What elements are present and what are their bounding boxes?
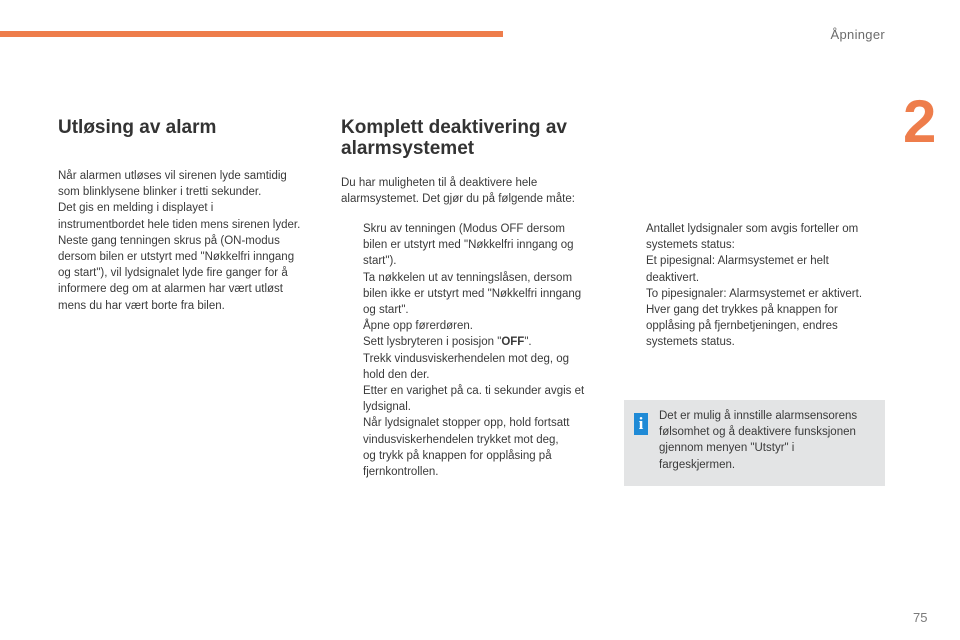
text-line: deaktivert. bbox=[646, 271, 700, 284]
list-item bbox=[341, 221, 609, 270]
text-line: Trekk vindusviskerhendelen mot deg, og bbox=[363, 352, 570, 365]
text-line: bilen er utstyrt med "Nøkkelfri inngang og bbox=[363, 239, 574, 252]
text-line: følsomhet og å deaktivere funsksjonen bbox=[659, 426, 856, 439]
text-line: Det gis en melding i displayet i bbox=[58, 202, 214, 215]
text-line: Skru av tenningen (Modus OFF dersom bbox=[363, 223, 565, 235]
text-line: mens du har vært borte fra bilen. bbox=[58, 299, 225, 312]
full-deactivation-heading bbox=[341, 117, 609, 159]
list-item bbox=[624, 221, 889, 351]
text-line: opplåsing på fjernbetjeningen, endres bbox=[646, 320, 838, 333]
text-line: systemets status. bbox=[646, 336, 735, 349]
text-line: Hver gang det trykkes på knappen for bbox=[646, 304, 838, 317]
text-line: vindusviskerhendelen trykket mot deg, bbox=[363, 433, 559, 446]
text-line: og start"), vil lydsignalet lyde fire ganger for å bbox=[58, 267, 288, 280]
chapter-number: 2 bbox=[903, 88, 937, 155]
deactivation-steps-list bbox=[341, 221, 609, 480]
info-box bbox=[624, 400, 885, 486]
list-item bbox=[341, 270, 609, 319]
text-line: hold den der. bbox=[363, 368, 430, 381]
deactivation-intro bbox=[341, 175, 609, 207]
text-line: Du har muligheten til å deaktivere hele bbox=[341, 177, 538, 189]
text-line: Åpne opp førerdøren. bbox=[363, 320, 473, 333]
text-line: Ta nøkkelen ut av tenningslåsen, dersom bbox=[363, 271, 573, 284]
alarm-trigger-text bbox=[58, 168, 323, 314]
list-item bbox=[341, 334, 609, 350]
text-line: Det er mulig å innstille alarmsensorens bbox=[659, 410, 858, 422]
text-line: systemets status: bbox=[646, 239, 735, 252]
text-line: Neste gang tenningen skrus på (ON-modus bbox=[58, 234, 280, 247]
section-title: Åpninger bbox=[830, 27, 885, 42]
alarm-trigger-heading: Utløsing av alarm bbox=[58, 117, 217, 138]
text-line: bilen ikke er utstyrt med "Nøkkelfri inngang bbox=[363, 287, 582, 300]
text-line: og start". bbox=[363, 304, 409, 317]
text-line: dersom bilen er utstyrt med "Nøkkelfri inngang bbox=[58, 251, 295, 264]
text-line: Et pipesignal: Alarmsystemet er helt bbox=[646, 255, 829, 268]
heading-line: Komplett deaktivering av bbox=[341, 117, 567, 138]
text-line bbox=[363, 334, 609, 350]
top-accent-bar bbox=[0, 31, 503, 37]
text-line: gjennom menyen "Utstyr" i bbox=[659, 442, 795, 455]
full-deactivation-section bbox=[341, 117, 609, 479]
text-line: Antallet lydsignaler som avgis forteller om bbox=[646, 223, 859, 235]
text-line: som blinklysene blinker i tretti sekunder. bbox=[58, 186, 262, 199]
list-item bbox=[341, 351, 609, 416]
text-fragment: Sett lysbryteren i posisjon " bbox=[363, 336, 502, 349]
text-line: Etter en varighet på ca. ti sekunder avgis et bbox=[363, 385, 585, 398]
text-line: lydsignal. bbox=[363, 401, 411, 414]
heading-line: alarmsystemet bbox=[341, 138, 475, 159]
text-fragment: ". bbox=[524, 336, 532, 349]
text-line: To pipesignaler: Alarmsystemet er aktivert. bbox=[646, 287, 863, 300]
status-signals-section bbox=[624, 221, 889, 351]
off-keyword: OFF bbox=[501, 336, 525, 349]
text-line: instrumentbordet hele tiden mens sirenen lyder. bbox=[58, 218, 301, 231]
list-item bbox=[341, 318, 609, 334]
page-number: 75 bbox=[913, 610, 928, 625]
alarm-trigger-section bbox=[58, 117, 323, 314]
text-line: Når alarmen utløses vil sirenen lyde samtidig bbox=[58, 170, 287, 182]
status-signals-list bbox=[624, 221, 889, 351]
text-line: fjernkontrollen. bbox=[363, 466, 439, 479]
list-item bbox=[341, 415, 609, 480]
text-line: fargeskjermen. bbox=[659, 458, 736, 471]
info-text bbox=[659, 408, 881, 473]
text-line: Når lydsignalet stopper opp, hold fortsatt bbox=[363, 417, 570, 430]
text-line: start"). bbox=[363, 255, 397, 268]
info-icon: i bbox=[634, 413, 648, 435]
text-line: alarmsystemet. Det gjør du på følgende måte: bbox=[341, 193, 575, 206]
text-line: informere deg om at alarmen har vært utløst bbox=[58, 283, 283, 296]
text-line: og trykk på knappen for opplåsing på bbox=[363, 449, 552, 462]
